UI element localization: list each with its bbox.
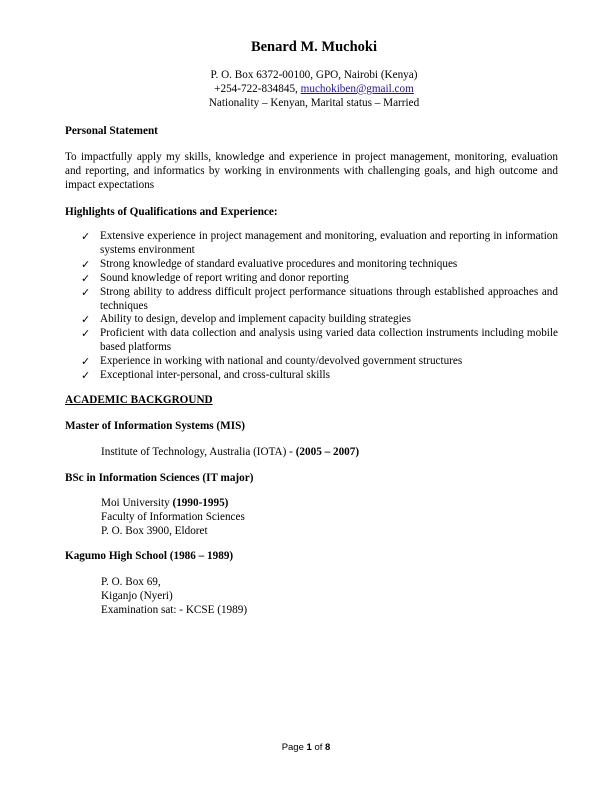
checkmark-icon: ✓ (81, 271, 91, 285)
checkmark-icon: ✓ (81, 327, 91, 341)
checkmark-icon: ✓ (81, 257, 91, 271)
kagumo-exam: Examination sat: - KCSE (1989) (101, 603, 248, 616)
contact-block (8, 69, 612, 111)
checkmark-icon: ✓ (81, 285, 91, 299)
mis-title: Master of Information Systems (MIS) (65, 420, 246, 432)
personal-statement-text: To impactfully apply my skills, knowledge and experience in project management, monitoring, evaluation and reporting, and informatics by working in environments with challenging goals, and high outcome and impact expectations (65, 151, 558, 191)
checkmark-icon: ✓ (81, 230, 91, 243)
list-item: ✓ Exceptional inter-personal, and cross-cultural skills (81, 369, 330, 383)
mis-years: (2005 – 2007) (295, 446, 360, 458)
academic-heading: ACADEMIC BACKGROUND (65, 394, 213, 406)
list-item: ✓ Ability to design, develop and implement capacity building strategies (81, 313, 412, 327)
personal-statement-heading: Personal Statement (65, 125, 158, 137)
mis-institution: Institute of Technology, Australia (IOTA) - (2005 – 2007) (101, 446, 360, 458)
list-item: ✓ Proficient with data collection and analysis using varied data collection instruments including mobile based platforms (81, 327, 558, 354)
highlights-heading: Highlights of Qualifications and Experience: (65, 206, 278, 218)
bsc-faculty: Faculty of Information Sciences (101, 510, 245, 523)
list-item: ✓ Experience in working with national and county/devolved government structures (81, 355, 463, 369)
highlights-list (65, 230, 558, 383)
kagumo-town: Kiganjo (Nyeri) (101, 589, 173, 602)
phone-number: +254-722-834845, (214, 83, 301, 95)
list-item: ✓ Extensive experience in project management and monitoring, evaluation and reporting in information systems environment (81, 230, 558, 256)
bsc-years: (1990-1995) (172, 497, 229, 509)
nationality-line: Nationality – Kenyan, Marital status – Married (208, 97, 420, 109)
checkmark-icon: ✓ (81, 369, 91, 383)
page-number: 1 (306, 742, 312, 753)
checkmark-icon: ✓ (81, 355, 91, 369)
page-total: 8 (325, 742, 331, 753)
kagumo-details (65, 576, 594, 618)
bsc-address: P. O. Box 3900, Eldoret (101, 524, 208, 537)
list-item: ✓ Sound knowledge of report writing and donor reporting (81, 271, 349, 285)
page-footer: Page 1 of 8 (281, 742, 331, 753)
phone-email-line (8, 83, 612, 97)
bsc-details (65, 497, 594, 539)
checkmark-icon: ✓ (81, 313, 91, 327)
kagumo-title: Kagumo High School (1986 – 1989) (65, 550, 234, 562)
kagumo-box: P. O. Box 69, (101, 576, 161, 588)
candidate-name: Benard M. Muchoki (250, 39, 378, 55)
list-item: ✓ Strong knowledge of standard evaluative procedures and monitoring techniques (81, 257, 458, 271)
postal-address: P. O. Box 6372-00100, GPO, Nairobi (Kenya) (210, 69, 418, 81)
list-item: ✓ Strong ability to address difficult project performance situations through established approaches and techniques (81, 285, 558, 312)
email-link[interactable]: muchokiben@gmail.com (300, 83, 414, 95)
bsc-title: BSc in Information Sciences (IT major) (65, 472, 254, 484)
bsc-institution: Moi University (1990-1995) (101, 497, 229, 509)
